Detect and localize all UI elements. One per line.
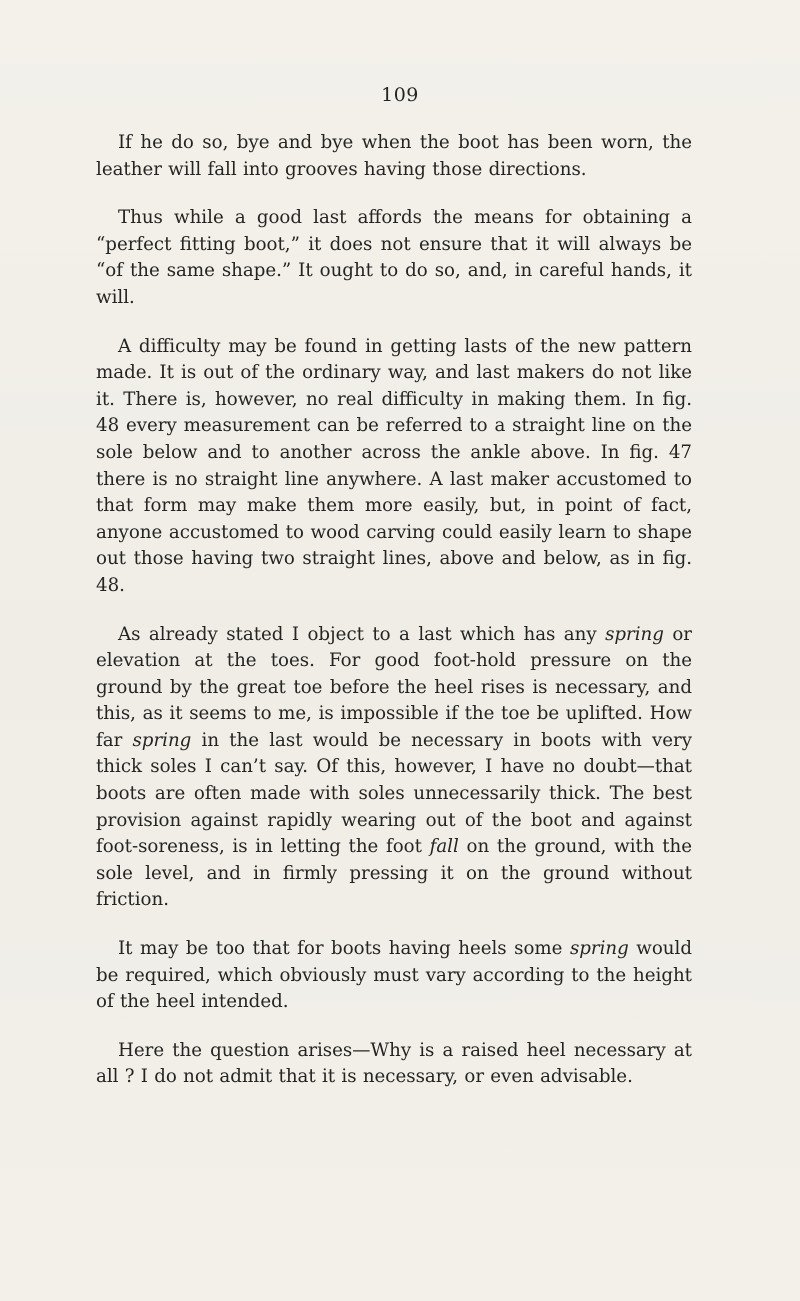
text-run: Here the question arises—Why is a raised heel necessary at all ? I do not admit that it is necessary, or even advisable. — [96, 1039, 692, 1088]
text-run: Thus while a good last affords the means for obtaining a “perfect fitting boot,” it does not ensure that it will always be “of the same shape.” It ought to do so, and, in careful hands, it will. — [96, 207, 692, 308]
italic-word: spring — [132, 729, 192, 751]
text-run: As already stated I object to a last which has any — [118, 623, 606, 645]
paragraph — [96, 936, 692, 1016]
paragraph — [96, 1038, 692, 1091]
paragraph — [96, 622, 692, 915]
text-run: It may be too that for boots having heels some — [118, 938, 570, 960]
italic-word: spring — [569, 938, 629, 960]
text-run: or elevation at the toes. For good foot-hold pressure on the ground by the great toe before the heel rises is necessary, and this, as it seems to me, is impossible if the toe be uplifted. How far — [96, 623, 692, 751]
body-text — [96, 130, 692, 1113]
text-run: A difficulty may be found in getting lasts of the new pattern made. It is out of the ordinary way, and last makers do not like it. There is, however, no real difficulty in making them. In fig. 48 every measurement can be referred to a straight line on the sole below and to another across the ankle above. In fig. 47 there is no straight line anywhere. A last maker accustomed to that form may make them more easily, but, in point of fact, anyone accustomed to wood carving could easily learn to shape out those having two straight lines, above and below, as in fig. 48. — [96, 335, 692, 596]
italic-word: spring — [605, 623, 664, 645]
text-run: If he do so, bye and bye when the boot has been worn, the leather will fall into grooves having those directions. — [96, 132, 692, 180]
text-run: would be required, which obviously must vary according to the height of the heel intended. — [96, 938, 692, 1013]
italic-word: fall — [429, 836, 459, 858]
page-number: 109 — [381, 84, 419, 106]
paragraph — [96, 205, 692, 311]
paragraph — [96, 334, 692, 600]
text-run: on the ground, with the sole level, and in firmly pressing it on the ground without friction. — [96, 836, 693, 911]
text-run: in the last would be necessary in boots with very thick soles I can’t say. Of this, however, I have no doubt—that boots are often made with soles unnecessarily thick. The best provision against rapidly wearing out of the boot and against foot-soreness, is in letting the foot — [96, 729, 692, 858]
paragraph — [96, 130, 692, 183]
